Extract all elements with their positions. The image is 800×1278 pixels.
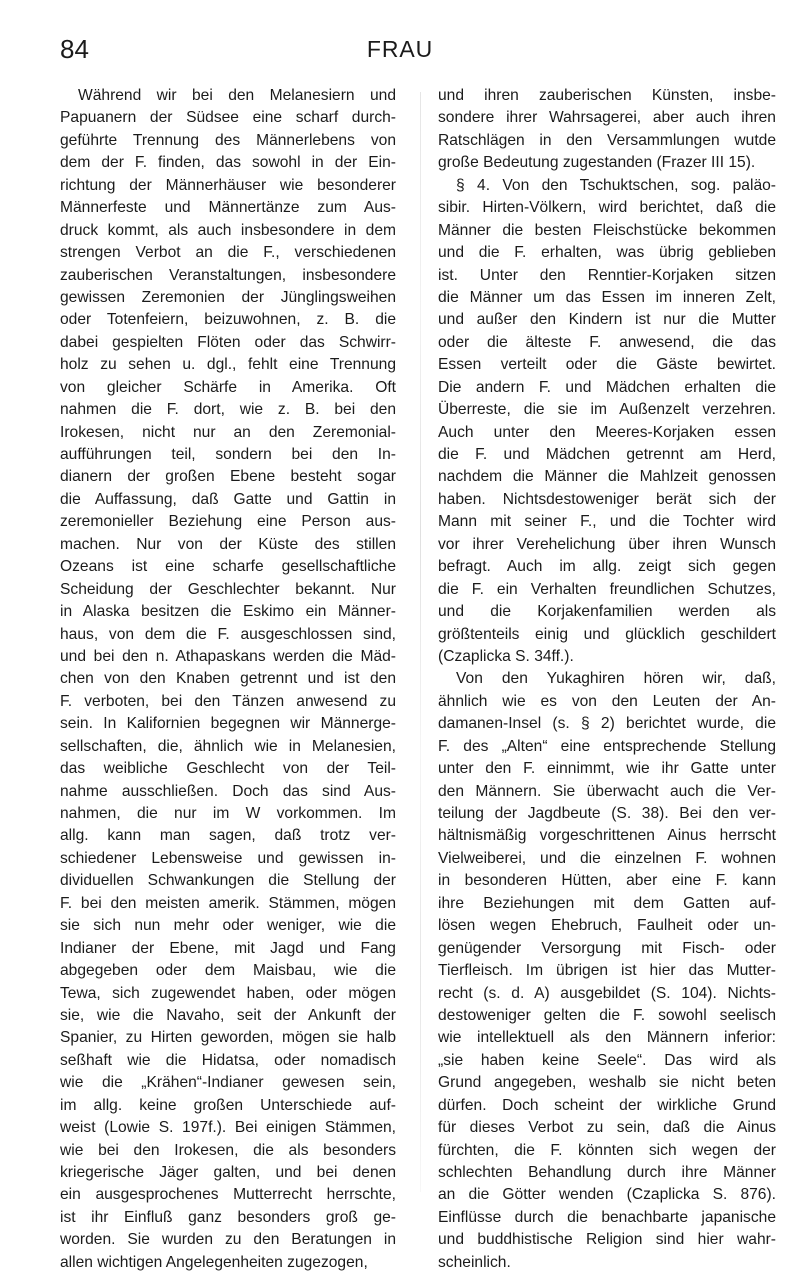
text-line: für dieses Verbot zu sein, daß die Ainus: [438, 1119, 776, 1137]
text-line: Ozeans ist eine scharfe gesellschaftliche: [60, 558, 396, 576]
text-line: F. verboten, bei den Tänzen anwesend zu: [60, 692, 396, 710]
text-line: Indianer der Ebene, mit Jagd und Fang: [60, 939, 396, 957]
text-line: sondere ihrer Wahrsagerei, aber auch ihren: [438, 109, 776, 127]
text-line: die Männer um das Essen im inneren Zelt,: [438, 288, 776, 306]
right-column: [438, 85, 776, 1274]
text-line: Essen verteilt oder die Gäste bewirtet.: [438, 356, 776, 374]
text-line: und außer den Kindern ist nur die Mutter: [438, 311, 776, 329]
text-line: sein. In Kalifornien begegnen wir Männerge-: [60, 715, 396, 733]
text-line: den Männern. Sie überwacht auch die Ver-: [438, 782, 776, 800]
text-line: in Alaska besitzen die Eskimo ein Männer-: [60, 603, 396, 621]
text-line: F. bei den meisten amerik. Stämmen, mögen: [60, 894, 396, 912]
text-line: dividuellen Schwankungen die Stellung der: [60, 872, 396, 890]
text-line: (Czaplicka S. 34ff.).: [438, 647, 574, 665]
text-line: druck kommt, als auch insbesondere in dem: [60, 221, 396, 239]
text-line: dem der F. finden, das sowohl in der Ein-: [60, 154, 396, 172]
text-line: größtenteils einig und glücklich geschildert: [438, 625, 776, 643]
text-line: machen. Nur von der Küste des stillen: [60, 535, 396, 553]
text-line: sibir. Hirten-Völkern, wird berichtet, daß die: [438, 199, 776, 217]
text-line: lösen wegen Ehebruch, Faulheit oder un-: [438, 917, 776, 935]
text-line: strengen Verbot an die F., verschiedenen: [60, 244, 396, 262]
text-line: seßhaft wie die Hidatsa, oder nomadisch: [60, 1051, 396, 1069]
text-line: Die andern F. und Mädchen erhalten die: [438, 378, 776, 396]
text-line: richtung der Männerhäuser wie besonderer: [60, 176, 396, 194]
text-line: scheinlich.: [438, 1253, 511, 1271]
text-line: F. des „Alten“ eine entsprechende Stellung: [438, 737, 776, 755]
text-line: haben. Nichtsdestoweniger berät sich der: [438, 490, 776, 508]
text-line: ihre Beziehungen mit dem Gatten auf-: [438, 894, 776, 912]
text-line: ist ihr Einfluß ganz besonders groß ge-: [60, 1208, 396, 1226]
text-line: zeremonieller Beziehung eine Person aus-: [60, 513, 396, 531]
text-line: vor ihrer Verehelichung über ihren Wunsch: [438, 535, 776, 553]
text-line: kriegerische Jäger galten, und bei denen: [60, 1164, 396, 1181]
text-line: worden. Sie wurden zu den Beratungen in: [60, 1231, 396, 1249]
text-line: große Bedeutung zugestanden (Frazer III 15).: [438, 154, 756, 172]
text-line: und buddhistische Religion sind hier wahr-: [438, 1231, 776, 1249]
text-line: chen von den Knaben getrennt und ist den: [60, 670, 396, 688]
text-line: aufführungen teil, sondern bei den In-: [60, 446, 396, 463]
text-line: weist (Lowie S. 197f.). Bei einigen Stämmen,: [60, 1119, 396, 1137]
text-line: Papuanern der Südsee eine scharf durch-: [60, 109, 396, 127]
text-line: sie sich nun mehr oder weniger, wie die: [60, 917, 396, 935]
text-line: wie die „Krähen“-Indianer gewesen sein,: [60, 1074, 396, 1092]
text-line: dürfen. Doch scheint der wirkliche Grund: [438, 1096, 776, 1114]
left-column: [60, 85, 396, 1274]
text-line: § 4. Von den Tschuktschen, sog. paläo-: [456, 176, 776, 194]
text-line: geführte Trennung des Männerlebens von: [60, 131, 396, 149]
page-number: 84: [60, 34, 89, 64]
text-line: damanen-Insel (s. § 2) berichtet wurde, die: [438, 715, 776, 733]
text-line: nahmen die F. dort, wie z. B. bei den: [60, 401, 396, 419]
text-line: ein ausgesprochenes Mutterrecht herrschte,: [60, 1186, 396, 1204]
text-line: von gleicher Schärfe in Amerika. Oft: [60, 378, 396, 396]
text-line: und bei den n. Athapaskans werden die Mäd-: [60, 647, 396, 665]
text-line: Auch unter den Meeres-Korjaken essen: [438, 423, 776, 441]
text-line: Männerfeste und Männertänze zum Aus-: [60, 199, 396, 217]
text-line: teilung der Jagdbeute (S. 38). Bei den ver-: [438, 805, 776, 822]
text-line: abgegeben oder dem Maisbau, wie die: [60, 962, 396, 980]
column-divider: [420, 92, 421, 1192]
text-line: Einflüsse durch die benachbarte japanische: [438, 1208, 776, 1226]
text-line: „sie haben keine Seele“. Das wird als: [438, 1051, 776, 1069]
text-line: nahmen, die nur im W vorkommen. Im: [60, 805, 396, 822]
text-line: schiedener Lebensweise und gewissen in-: [60, 849, 396, 867]
text-line: die Auffassung, daß Gatte und Gattin in: [60, 490, 396, 508]
text-line: Tewa, sich zugewendet haben, oder mögen: [60, 984, 396, 1002]
text-line: fürchten, die F. könnten sich wegen der: [438, 1141, 776, 1159]
text-line: Mann mit seiner F., und die Tochter wird: [438, 513, 776, 531]
text-line: unter den F. einnimmt, wie ihr Gatte unter: [438, 760, 776, 778]
text-line: ist. Unter den Renntier-Korjaken sitzen: [438, 266, 776, 284]
text-line: dabei gespielten Flöten oder das Schwirr-: [60, 333, 396, 351]
text-line: schlechten Behandlung durch ihre Männer: [438, 1164, 776, 1181]
text-line: Tierfleisch. Im übrigen ist hier das Mutter-: [438, 962, 776, 980]
text-line: nachdem die Männer die Mahlzeit genossen: [438, 468, 776, 486]
text-line: wie intellektuell als den Männern inferior:: [438, 1029, 776, 1047]
text-line: allen wichtigen Angelegenheiten zugezogen,: [60, 1253, 368, 1271]
text-line: ähnlich wie es von den Leuten der An-: [438, 692, 776, 710]
text-line: Spanier, zu Hirten geworden, mögen sie halb: [60, 1029, 396, 1047]
text-line: gewissen Zeremonien der Jünglingsweihen: [60, 288, 396, 306]
text-line: hältnismäßig vorgeschrittenen Ainus herrscht: [438, 827, 776, 845]
text-line: Scheidung der Geschlechter bekannt. Nur: [60, 580, 396, 598]
text-line: haus, von dem die F. ausgeschlossen sind,: [60, 625, 396, 643]
text-line: und die F. erhalten, was übrig geblieben: [438, 244, 776, 262]
text-line: Irokesen, nicht nur an den Zeremonial-: [60, 423, 396, 441]
text-line: wie bei den Irokesen, die als besonders: [60, 1141, 396, 1159]
text-line: Grund angegeben, weshalb sie nicht beten: [438, 1074, 776, 1092]
text-line: oder die älteste F. anwesend, die das: [438, 333, 776, 351]
text-line: destoweniger gelten die F. sowohl seelisch: [438, 1006, 776, 1024]
text-line: die F. und Mädchen getrennt am Herd,: [438, 446, 776, 463]
text-line: und die Korjakenfamilien werden als: [438, 603, 776, 621]
text-line: Vielweiberei, und die einzelnen F. wohnen: [438, 849, 776, 867]
text-line: Während wir bei den Melanesiern und: [78, 87, 396, 104]
text-line: sie, wie die Navaho, seit der Ankunft der: [60, 1006, 396, 1024]
text-line: zauberischen Veranstaltungen, insbesondere: [60, 266, 396, 284]
text-line: nahme ausschließen. Doch das sind Aus-: [60, 782, 396, 800]
text-line: in besonderen Hütten, aber eine F. kann: [438, 872, 776, 890]
text-line: dianern der großen Ebene besteht sogar: [60, 468, 396, 486]
text-line: und ihren zauberischen Künsten, insbe-: [438, 87, 776, 104]
text-line: an die Götter wenden (Czaplicka S. 876).: [438, 1186, 776, 1204]
text-line: Männer die besten Fleischstücke bekommen: [438, 221, 776, 239]
text-line: sellschaften, die, ähnlich wie in Melanesien,: [60, 737, 396, 755]
text-line: oder Totenfeiern, beizuwohnen, z. B. die: [60, 311, 396, 329]
text-line: genügender Versorgung mit Fisch- oder: [438, 939, 776, 957]
text-line: die F. ein Verhalten freundlichen Schutzes,: [438, 580, 776, 598]
text-line: das weibliche Geschlecht von der Teil-: [60, 760, 396, 778]
text-line: holz zu sehen u. dgl., fehlt eine Trennung: [60, 356, 396, 374]
running-head: FRAU: [366, 36, 434, 62]
text-line: allg. kann man sagen, daß trotz ver-: [60, 827, 396, 845]
text-line: recht (s. d. A) ausgebildet (S. 104). Nichts-: [438, 984, 776, 1002]
text-line: im allg. keine großen Unterschiede auf-: [60, 1096, 396, 1114]
text-line: Von den Yukaghiren hören wir, daß,: [456, 670, 776, 688]
text-line: befragt. Auch im allg. zeigt sich gegen: [438, 558, 776, 576]
text-line: Ratschlägen in den Versammlungen wutde: [438, 131, 776, 149]
text-line: Überreste, die sie im Außenzelt verzehren.: [438, 401, 776, 419]
